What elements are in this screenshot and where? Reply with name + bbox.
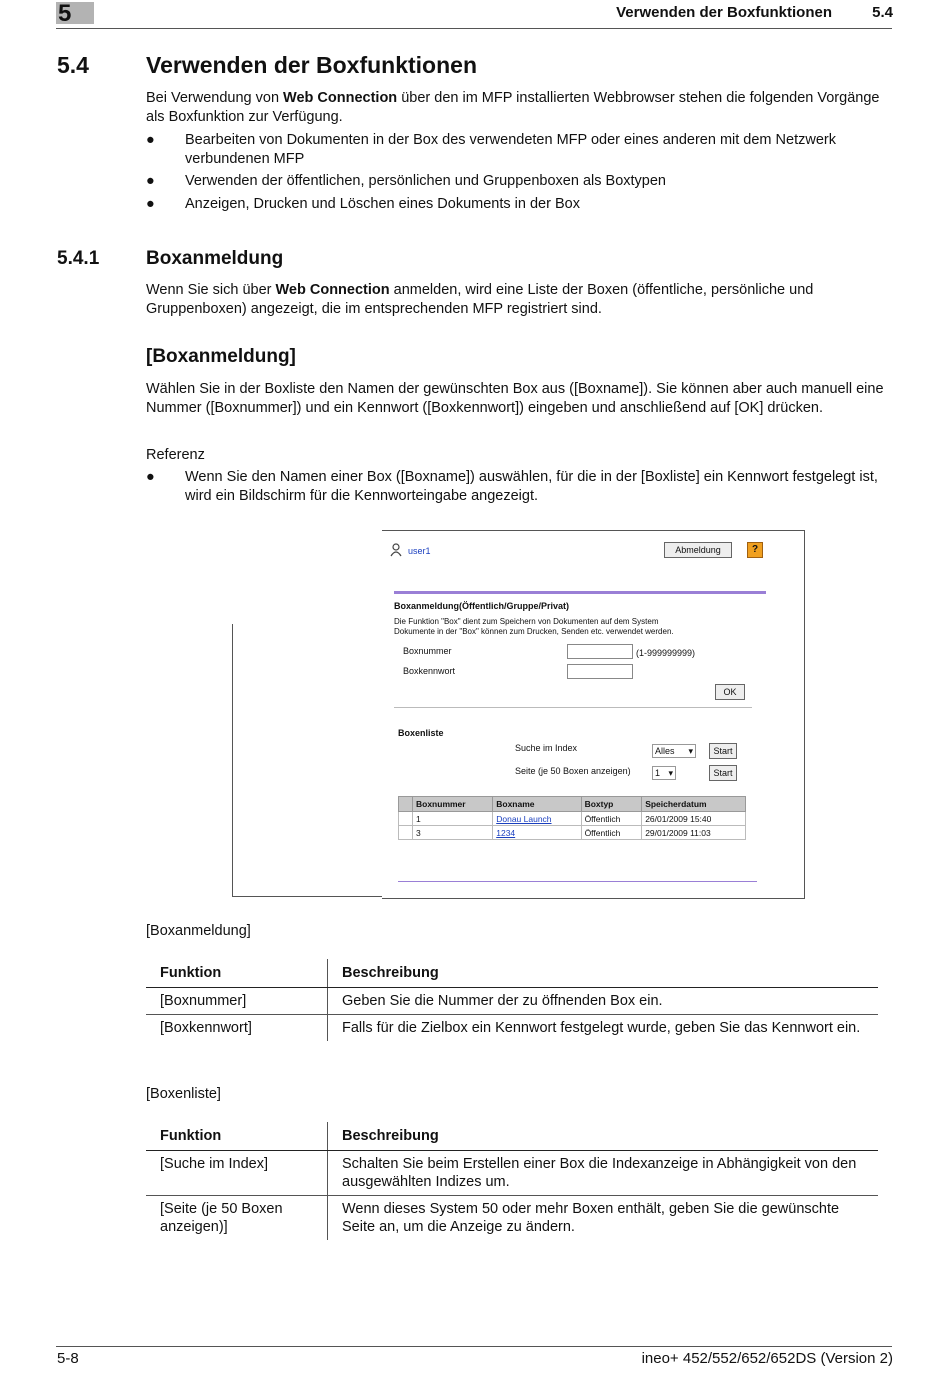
table-header-row — [146, 959, 878, 988]
boxnum-input[interactable] — [567, 644, 633, 659]
table-row — [399, 826, 746, 840]
col-speicherdatum: Speicherdatum — [642, 797, 746, 812]
table-cell-funktion: [Boxkennwort] — [146, 1015, 328, 1042]
table-row — [146, 1196, 878, 1241]
reference-label: Referenz — [146, 447, 205, 463]
subsection-number: 5.4.1 — [57, 248, 100, 269]
col-boxnummer: Boxnummer — [413, 797, 493, 812]
page-label: Seite (je 50 Boxen anzeigen) — [515, 766, 631, 776]
table2-caption: [Boxenliste] — [146, 1086, 221, 1102]
page-number: 5-8 — [57, 1350, 79, 1367]
product-name: ineo+ 452/552/652/652DS (Version 2) — [641, 1350, 893, 1367]
table-cell-funktion: [Suche im Index] — [146, 1151, 328, 1196]
panel-title: Boxanmeldung(Öffentlich/Gruppe/Privat) — [394, 601, 570, 611]
panel-desc-2: Dokumente in der "Box" können zum Drucken, Senden etc. verwendet werden. — [394, 627, 674, 636]
table-cell-beschreibung: Falls für die Zielbox ein Kennwort festgelegt wurde, geben Sie das Kennwort ein. — [328, 1015, 879, 1042]
help-icon[interactable]: ? — [747, 542, 763, 558]
chapter-number: 5 — [58, 0, 72, 27]
user-name[interactable]: user1 — [408, 546, 431, 556]
cell-speicherdatum: 29/01/2009 11:03 — [642, 826, 746, 840]
index-select[interactable]: Alles ▾ — [652, 744, 696, 758]
boxname-link[interactable]: Donau Launch — [493, 812, 581, 826]
chevron-down-icon: ▾ — [668, 768, 673, 778]
box-table-header — [399, 797, 746, 812]
chapter-tab — [56, 0, 94, 27]
table-header-funktion: Funktion — [146, 1122, 328, 1151]
panel-divider — [394, 707, 752, 708]
bottom-accent-line — [398, 881, 757, 882]
table-row — [399, 812, 746, 826]
table-cell-beschreibung: Geben Sie die Nummer der zu öffnenden Box ein. — [328, 988, 879, 1015]
boxpw-label: Boxkennwort — [403, 666, 456, 676]
bullet-icon: ● — [146, 196, 155, 212]
boxnum-label: Boxnummer — [403, 646, 452, 656]
table-header-funktion: Funktion — [146, 959, 328, 988]
table-header-beschreibung: Beschreibung — [328, 959, 879, 988]
cell-boxtyp: Öffentlich — [581, 812, 642, 826]
section-bullet: Bearbeiten von Dokumenten in der Box des verwendeten MFP oder eines anderen mit dem Netzwerk verbundenen MFP — [185, 132, 836, 167]
table-row — [146, 1151, 878, 1196]
chevron-down-icon: ▾ — [688, 746, 693, 756]
cell-boxtyp: Öffentlich — [581, 826, 642, 840]
table-row — [146, 1015, 878, 1042]
cell-boxnummer: 1 — [413, 812, 493, 826]
boxname-link[interactable]: 1234 — [493, 826, 581, 840]
header-rule — [56, 28, 892, 29]
table1 — [146, 959, 878, 1041]
bullet-icon: ● — [146, 469, 155, 485]
section-number: 5.4 — [57, 52, 89, 78]
bullet-icon: ● — [146, 132, 155, 148]
subhead-title: [Boxanmeldung] — [146, 346, 296, 367]
table-cell-beschreibung: Wenn dieses System 50 oder mehr Boxen enthält, geben Sie die gewünschte Seite an, um die Anzeige zu ändern. — [328, 1196, 879, 1241]
section-title: Verwenden der Boxfunktionen — [146, 52, 477, 78]
list-title: Boxenliste — [398, 728, 444, 738]
accent-bar — [394, 591, 766, 594]
table-cell-funktion: [Seite (je 50 Boxen anzeigen)] — [146, 1196, 328, 1241]
subhead-text: Wählen Sie in der Boxliste den Namen der gewünschten Box aus ([Boxname]). Sie können aber auch manuell eine Nummer ([Boxnummer]) und ein Kennwort ([Boxkennwort]) eingeben und anschließend auf [OK] drücken. — [146, 381, 884, 416]
table-header-beschreibung: Beschreibung — [328, 1122, 879, 1151]
table-header-row — [146, 1122, 878, 1151]
index-start-button[interactable]: Start — [709, 743, 737, 759]
reference-bullet: Wenn Sie den Namen einer Box ([Boxname]) auswählen, für die in der [Boxliste] ein Kennwort festgelegt ist, wird ein Bildschirm für die Kennworteingabe angezeigt. — [185, 469, 878, 504]
index-label: Suche im Index — [515, 743, 578, 753]
screenshot-frame-left — [232, 624, 233, 897]
section-bullet: Verwenden der öffentlichen, persönlichen und Gruppenboxen als Boxtypen — [185, 173, 666, 189]
page-select[interactable]: 1 ▾ — [652, 766, 676, 780]
bullet-icon: ● — [146, 173, 155, 189]
table2 — [146, 1122, 878, 1240]
col-boxtyp: Boxtyp — [581, 797, 642, 812]
user-icon — [390, 543, 402, 557]
footer-rule — [56, 1346, 892, 1347]
cell-boxnummer: 3 — [413, 826, 493, 840]
table-row — [146, 988, 878, 1015]
subsection-title: Boxanmeldung — [146, 248, 284, 269]
boxpw-input[interactable] — [567, 664, 633, 679]
col-boxname: Boxname — [493, 797, 581, 812]
section-bullet: Anzeigen, Drucken und Löschen eines Dokuments in der Box — [185, 196, 580, 212]
running-header-section: 5.4 — [872, 4, 893, 21]
box-table — [398, 796, 746, 840]
logout-button[interactable]: Abmeldung — [664, 542, 732, 558]
table-cell-beschreibung: Schalten Sie beim Erstellen einer Box die Indexanzeige in Abhängigkeit von den ausgewählten Indizes um. — [328, 1151, 879, 1196]
boxnum-hint: (1-999999999) — [636, 648, 696, 658]
screenshot — [382, 530, 805, 899]
ok-button[interactable]: OK — [715, 684, 745, 700]
panel-desc-1: Die Funktion "Box" dient zum Speichern von Dokumenten auf dem System — [394, 617, 659, 626]
subsection-text: Wenn Sie sich über Web Connection anmelden, wird eine Liste der Boxen (öffentliche, persönliche und Gruppenboxen) angezeigt, die im entsprechenden MFP registriert sind. — [146, 282, 814, 317]
section-intro: Bei Verwendung von Web Connection über den im MFP installierten Webbrowser stehen die folgenden Vorgänge als Boxfunktion zur Verfügung. — [146, 90, 880, 125]
page-start-button[interactable]: Start — [709, 765, 737, 781]
cell-speicherdatum: 26/01/2009 15:40 — [642, 812, 746, 826]
table1-caption: [Boxanmeldung] — [146, 923, 251, 939]
table-cell-funktion: [Boxnummer] — [146, 988, 328, 1015]
running-header-title: Verwenden der Boxfunktionen — [616, 4, 832, 21]
